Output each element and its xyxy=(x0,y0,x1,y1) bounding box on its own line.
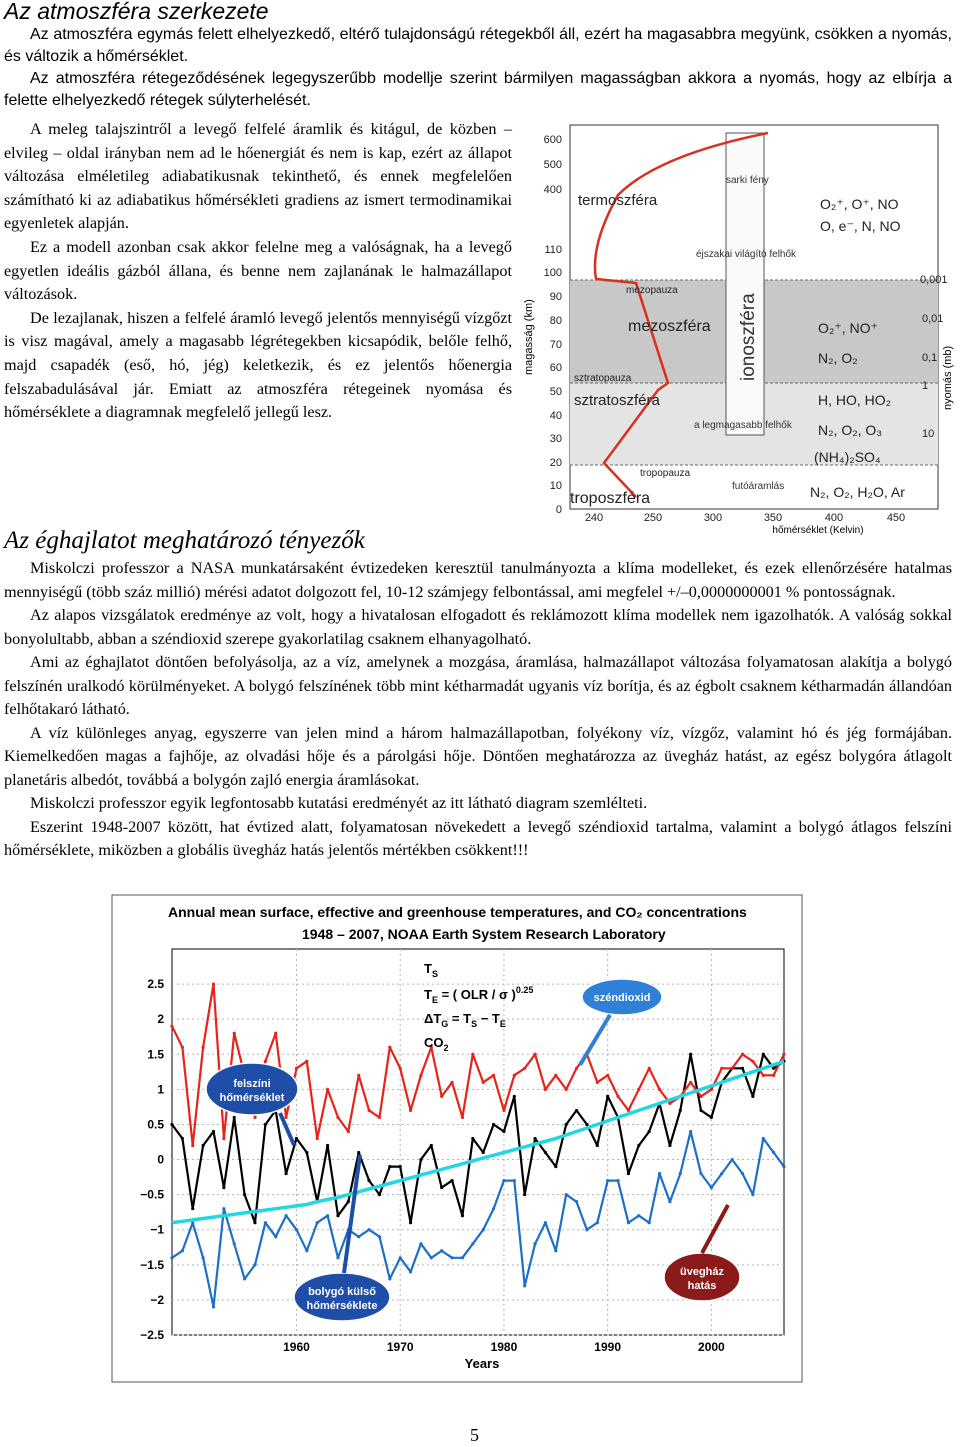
data-point xyxy=(378,1193,381,1196)
tick-label: 1 xyxy=(922,380,929,392)
data-point xyxy=(533,1242,536,1245)
data-point xyxy=(648,1221,651,1224)
data-point xyxy=(668,1102,671,1105)
tick-label: 400 xyxy=(543,184,562,196)
data-point xyxy=(544,1221,547,1224)
highest-clouds-label: a legmagasabb felhők xyxy=(694,420,792,431)
data-point xyxy=(243,1193,246,1196)
data-point xyxy=(513,1179,516,1182)
y-tick-label: 1.5 xyxy=(147,1047,164,1062)
data-point xyxy=(336,1116,339,1119)
data-point xyxy=(544,1151,547,1154)
tropopause-label: tropopauza xyxy=(640,468,691,479)
data-point xyxy=(191,1144,194,1147)
data-point xyxy=(253,1263,256,1266)
chem-label: N₂, O₂, O₃ xyxy=(818,422,883,438)
data-point xyxy=(399,1067,402,1070)
data-point xyxy=(482,1228,485,1231)
noctilucent-label: éjszakai világító felhők xyxy=(696,249,797,260)
mesosphere-label: mezoszféra xyxy=(628,318,711,335)
data-point xyxy=(388,1165,391,1168)
data-point xyxy=(378,1235,381,1238)
data-point xyxy=(367,1109,370,1112)
ionosphere-label: ionoszféra xyxy=(738,293,759,381)
data-point xyxy=(399,1165,402,1168)
tick-label: 100 xyxy=(543,267,562,279)
data-point xyxy=(450,1179,453,1182)
legend-entry-2: $\Delta T_G = T_S - T_E$ xyxy=(424,1011,506,1029)
y-tick-label: −0.5 xyxy=(140,1187,164,1202)
tick-label: 500 xyxy=(543,159,562,171)
data-point xyxy=(191,1207,194,1210)
plot-area xyxy=(140,949,785,1354)
data-point xyxy=(554,1165,557,1168)
y-tick-label: −2.5 xyxy=(140,1328,164,1342)
data-point xyxy=(637,1144,640,1147)
tick-label: 450 xyxy=(886,512,906,524)
tick-label: 10 xyxy=(922,428,935,440)
surface-callout-text: hőmérséklet xyxy=(219,1092,285,1104)
data-point xyxy=(347,1130,350,1133)
data-point xyxy=(616,1095,619,1098)
data-point xyxy=(285,1116,288,1119)
data-point xyxy=(741,1172,744,1175)
data-point xyxy=(170,1123,173,1126)
data-point xyxy=(637,1214,640,1217)
data-point xyxy=(565,1123,568,1126)
y-tick-label: 1 xyxy=(157,1082,164,1097)
paragraph: A meleg talajszintről a levegő felfelé áramlik és kitágul, de közben – elvileg – oldal irányban nem ad le hőenergiát és nem is kap, ezért az állapot változása elméletileg adiabatikusnak tekinthető, és ennek megfelelően számítható ki az adiabatikus hőmérsékleti gradiens az ismert termodinamikai egyenletek alapján. xyxy=(4,120,512,233)
data-point xyxy=(222,1186,225,1189)
data-point xyxy=(285,1214,288,1217)
data-point xyxy=(181,1137,184,1140)
data-point xyxy=(326,1088,329,1091)
tick-label: 350 xyxy=(763,512,783,524)
data-point xyxy=(305,1249,308,1252)
x-tick-label: 1970 xyxy=(386,1340,414,1354)
legend-entry-3: $CO_2$ xyxy=(424,1035,449,1053)
data-point xyxy=(627,1221,630,1224)
data-point xyxy=(596,1144,599,1147)
left-column-text xyxy=(4,118,512,425)
data-point xyxy=(316,1221,319,1224)
data-point xyxy=(585,1123,588,1126)
y-tick-label: −1.5 xyxy=(140,1257,164,1272)
chart-subtitle: 1948 – 2007, NOAA Earth System Research Laboratory xyxy=(302,926,666,942)
data-point xyxy=(565,1193,568,1196)
surface-callout-text: felszíni xyxy=(233,1078,271,1090)
data-point xyxy=(482,1081,485,1084)
data-point xyxy=(233,1242,236,1245)
data-point xyxy=(170,1256,173,1259)
data-point xyxy=(782,1053,785,1056)
data-point xyxy=(357,1235,360,1238)
chem-label: O₂⁺, NO⁺ xyxy=(818,320,878,336)
tick-label: 50 xyxy=(549,386,562,398)
data-point xyxy=(492,1123,495,1126)
data-point xyxy=(699,1095,702,1098)
y-tick-label: 2.5 xyxy=(147,977,164,992)
data-point xyxy=(513,1095,516,1098)
data-point xyxy=(502,1109,505,1112)
tick-label: 60 xyxy=(549,362,562,374)
data-point xyxy=(616,1179,619,1182)
data-point xyxy=(668,1144,671,1147)
data-point xyxy=(533,1137,536,1140)
data-point xyxy=(585,1228,588,1231)
data-point xyxy=(295,1228,298,1231)
data-point xyxy=(575,1109,578,1112)
data-point xyxy=(181,1046,184,1049)
y-tick-label: 0 xyxy=(157,1152,164,1167)
data-point xyxy=(274,1235,277,1238)
data-point xyxy=(741,1067,744,1070)
data-point xyxy=(409,1109,412,1112)
data-point xyxy=(419,1074,422,1077)
data-point xyxy=(450,1256,453,1259)
data-point xyxy=(689,1081,692,1084)
data-point xyxy=(710,1088,713,1091)
data-point xyxy=(596,1081,599,1084)
data-point xyxy=(731,1067,734,1070)
data-point xyxy=(253,1116,256,1119)
data-point xyxy=(212,982,215,985)
data-point xyxy=(627,1109,630,1112)
data-point xyxy=(264,1123,267,1126)
x-axis-label: Years xyxy=(464,1356,500,1371)
data-point xyxy=(336,1214,339,1217)
data-point xyxy=(554,1074,557,1077)
greenhouse-callout-text: üvegház xyxy=(679,1266,725,1278)
atmosphere-structure-diagram xyxy=(518,125,954,536)
section-title-climate: Az éghajlatot meghatározó tényezők xyxy=(4,527,365,554)
data-point xyxy=(461,1256,464,1259)
data-point xyxy=(326,1214,329,1217)
page-number: 5 xyxy=(470,1425,479,1445)
data-point xyxy=(471,1053,474,1056)
paragraph: Az atmoszféra egymás felett elhelyezkedő, eltérő tulajdonságú rétegekből áll, ezért ha magasabbra megyünk, csökken a nyomás, és változik a hőmérséklet. xyxy=(4,26,952,65)
data-point xyxy=(648,1067,651,1070)
data-point xyxy=(606,1074,609,1077)
data-point xyxy=(212,1130,215,1133)
tick-label: 30 xyxy=(549,433,562,445)
tick-label: 10 xyxy=(549,480,562,492)
data-point xyxy=(492,1074,495,1077)
tick-label: 110 xyxy=(544,244,562,256)
tick-label: 300 xyxy=(703,512,723,524)
data-point xyxy=(274,1032,277,1035)
data-point xyxy=(606,1179,609,1182)
data-point xyxy=(471,1242,474,1245)
data-point xyxy=(762,1137,765,1140)
data-point xyxy=(658,1088,661,1091)
data-point xyxy=(751,1095,754,1098)
y-tick-label: 0.5 xyxy=(147,1117,164,1132)
data-point xyxy=(316,1137,319,1140)
data-point xyxy=(233,1116,236,1119)
data-point xyxy=(264,1221,267,1224)
data-point xyxy=(513,1074,516,1077)
data-point xyxy=(243,1277,246,1280)
legend-entry-1: $T_E$ = ( OLR / σ )$^{0.25}$ xyxy=(424,985,534,1005)
chem-label: H, HO, HO₂ xyxy=(818,392,892,408)
data-point xyxy=(710,1186,713,1189)
data-point xyxy=(388,1277,391,1280)
data-point xyxy=(202,1046,205,1049)
tick-label: 20 xyxy=(549,457,562,469)
altitude-axis-label: magasság (km) xyxy=(523,299,535,375)
legend-entry-0: $T_S$ xyxy=(424,961,438,979)
y-tick-label: 2 xyxy=(157,1012,164,1027)
tick-label: 240 xyxy=(584,512,604,524)
data-point xyxy=(409,1270,412,1273)
tick-label: 70 xyxy=(549,339,562,351)
chem-label: N₂, O₂ xyxy=(818,350,858,366)
data-point xyxy=(627,1172,630,1175)
paragraph: Ami az éghajlatot döntően befolyásolja, az a víz, amelynek a mozgása, áramlása, halmazállapot változása folyamatosan alakítja a bolygó felszínén uralkodó körülményeket. A bolygó felszínének több mint kétharmadát ugyanis víz borítja, és az égbolt csaknem kétharmadán állandóan felhőtakaró látható. xyxy=(4,653,952,718)
data-point xyxy=(699,1172,702,1175)
data-point xyxy=(544,1088,547,1091)
data-point xyxy=(689,1053,692,1056)
tick-label: 400 xyxy=(824,512,844,524)
data-point xyxy=(264,1060,267,1063)
data-point xyxy=(357,1074,360,1077)
jet-stream-label: futóáramlás xyxy=(732,481,785,492)
data-point xyxy=(222,1137,225,1140)
data-point xyxy=(637,1088,640,1091)
paragraph: De lezajlanak, hiszen a felfelé áramló levegő jelentős mennyiségű vízgőzt is visz magával, amely a magasabb légrétegekben kicsapódik, belőle felhő, majd csapadék (eső, hó, jég) keletkezik, és ez jelentős hőenergia felszabadulásával jár. Emiatt az atmoszféra rétegeinek nyomása és hőmérséklete a diagramnak megfelelő jellegű lesz. xyxy=(4,308,512,422)
stratosphere-label: sztratoszféra xyxy=(574,392,660,409)
data-point xyxy=(295,1137,298,1140)
paragraph: Miskolczi professzor a NASA munkatársaként évtizedeken keresztül tanulmányozta a klíma modelleket, és ezek ellenőrzésére hatalmas mennyiségű (több száz millió) mérési adatot dolgozott fel, 10-12 számjegy felbontással, ami megfelel +/–0,0000000001 % pontosságnak. xyxy=(4,559,952,601)
data-point xyxy=(492,1207,495,1210)
data-point xyxy=(378,1116,381,1119)
data-point xyxy=(430,1144,433,1147)
data-point xyxy=(295,1067,298,1070)
stratopause-label: sztratopauza xyxy=(574,373,632,384)
data-point xyxy=(762,1074,765,1077)
data-point xyxy=(461,1116,464,1119)
co2-callout-text: széndioxid xyxy=(593,992,651,1004)
data-point xyxy=(202,1144,205,1147)
data-point xyxy=(596,1221,599,1224)
data-point xyxy=(648,1130,651,1133)
external-callout-text: hőmérséklete xyxy=(306,1300,378,1312)
data-point xyxy=(336,1256,339,1259)
data-point xyxy=(430,1256,433,1259)
data-point xyxy=(533,1053,536,1056)
data-point xyxy=(347,1200,350,1203)
climate-chart xyxy=(112,895,802,1382)
thermosphere-label: termoszféra xyxy=(578,192,658,209)
data-point xyxy=(419,1158,422,1161)
data-point xyxy=(762,1053,765,1056)
y-tick-label: −2 xyxy=(150,1292,164,1307)
data-point xyxy=(772,1074,775,1077)
data-point xyxy=(450,1081,453,1084)
data-point xyxy=(305,1060,308,1063)
intro-paragraphs xyxy=(4,24,952,112)
data-point xyxy=(388,1046,391,1049)
data-point xyxy=(419,1242,422,1245)
data-point xyxy=(731,1158,734,1161)
paragraph: Az alapos vizsgálatok eredménye az volt, hogy a hivatalosan elfogadott és reklámozott klíma modellek nem igazolhatók. A valóság sokkal bonyolultabb, abban a széndioxid szerepe gyakorlatilag csaknem elhanyagolható. xyxy=(4,606,952,648)
data-point xyxy=(253,1221,256,1224)
temperature-axis-label: hőmérséklet (Kelvin) xyxy=(772,525,864,536)
data-point xyxy=(357,1151,360,1154)
tick-label: 90 xyxy=(549,291,562,303)
x-tick-label: 1980 xyxy=(490,1340,518,1354)
chem-label: O₂⁺, O⁺, NO xyxy=(820,196,899,212)
data-point xyxy=(212,1305,215,1308)
data-point xyxy=(772,1067,775,1070)
data-point xyxy=(772,1151,775,1154)
paragraph: Az atmoszféra rétegeződésének legegyszerűbb modellje szerint bármilyen magasságban akkora a nyomás, hogy az elbírja a felette elhelyezkedő rétegek súlyterhelését. xyxy=(4,70,952,109)
data-point xyxy=(751,1193,754,1196)
data-point xyxy=(565,1088,568,1091)
data-point xyxy=(658,1172,661,1175)
altitude-ticks xyxy=(544,134,562,516)
data-point xyxy=(606,1095,609,1098)
data-point xyxy=(782,1165,785,1168)
x-tick-label: 2000 xyxy=(698,1340,725,1354)
section-title-atmosphere: Az atmoszféra szerkezete xyxy=(4,0,269,24)
data-point xyxy=(523,1193,526,1196)
paragraph: Ez a modell azonban csak akkor felelne meg a valóságnak, ha a levegő egyetlen ideális gázból állana, és benne nem zajlanának le halmazállapot változások. xyxy=(4,237,512,304)
external-callout-text: bolygó külső xyxy=(308,1286,376,1298)
data-point xyxy=(720,1067,723,1070)
greenhouse-callout-text: hatás xyxy=(687,1280,717,1292)
data-point xyxy=(399,1256,402,1259)
x-tick-label: 1960 xyxy=(283,1340,310,1354)
data-point xyxy=(471,1137,474,1140)
data-point xyxy=(367,1228,370,1231)
chem-label: O, e⁻, N, NO xyxy=(820,218,901,234)
data-point xyxy=(575,1067,578,1070)
tick-label: 0,001 xyxy=(920,274,948,286)
y-tick-label: −1 xyxy=(150,1222,164,1237)
tick-label: 600 xyxy=(543,134,562,146)
data-point xyxy=(523,1284,526,1287)
chem-label: N₂, O₂, H₂O, Ar xyxy=(810,484,905,500)
tick-label: 0 xyxy=(555,504,562,516)
data-point xyxy=(461,1214,464,1217)
data-point xyxy=(305,1151,308,1154)
tick-label: 40 xyxy=(549,410,562,422)
data-point xyxy=(440,1095,443,1098)
data-point xyxy=(440,1249,443,1252)
data-point xyxy=(181,1249,184,1252)
data-point xyxy=(170,1025,173,1028)
data-point xyxy=(326,1144,329,1147)
data-point xyxy=(575,1200,578,1203)
chem-label: (NH₄)₂SO₄ xyxy=(814,449,881,465)
mesopause-label: mezopauza xyxy=(626,285,678,296)
data-point xyxy=(751,1060,754,1063)
paragraph: Miskolczi professzor egyik legfontosabb kutatási eredményét az itt látható diagram szemlélteti. xyxy=(30,794,648,812)
data-point xyxy=(668,1200,671,1203)
data-point xyxy=(679,1109,682,1112)
data-point xyxy=(720,1172,723,1175)
data-point xyxy=(482,1151,485,1154)
paragraph: A víz különleges anyag, egyszerre van jelen mind a három halmazállapotban, folyékony víz, vízgőz, valamint hó és jég formájában. Kiemelkedően magas a fajhője, az olvadási hője és a párolgási hője. Döntően meghatározza az üvegház hatást, az egész bolygóra átlagolt planetáris albedót, továbbá a bolygón zajló energia áramlásokat. xyxy=(4,723,952,789)
tick-label: 250 xyxy=(643,512,663,524)
data-point xyxy=(741,1053,744,1056)
data-point xyxy=(440,1186,443,1189)
data-point xyxy=(689,1130,692,1133)
data-point xyxy=(202,1256,205,1259)
data-point xyxy=(679,1172,682,1175)
data-point xyxy=(222,1207,225,1210)
data-point xyxy=(554,1249,557,1252)
data-point xyxy=(502,1130,505,1133)
aurora-label: sarki fény xyxy=(726,175,769,186)
data-point xyxy=(523,1067,526,1070)
climate-section-text xyxy=(4,557,952,863)
troposphere-label: troposzféra xyxy=(570,490,651,507)
data-point xyxy=(233,1032,236,1035)
data-point xyxy=(285,1172,288,1175)
paragraph: Eszerint 1948-2007 között, hat évtized alatt, folyamatosan növekedett a levegő széndioxid tartalma, valamint a bolygó átlagos felszíni hőmérséklete, miközben a globális üvegház hatás jelentős mértékben csökkent!!! xyxy=(4,817,952,859)
data-point xyxy=(409,1221,412,1224)
tick-label: 0,1 xyxy=(922,352,938,364)
x-tick-label: 1990 xyxy=(594,1340,622,1354)
data-point xyxy=(710,1116,713,1119)
data-point xyxy=(502,1179,505,1182)
temperature-ticks xyxy=(585,512,905,524)
data-point xyxy=(367,1179,370,1182)
data-point xyxy=(699,1109,702,1112)
pressure-axis-label: nyomás (mb) xyxy=(942,345,954,410)
tick-label: 0,01 xyxy=(922,313,944,325)
tick-label: 80 xyxy=(549,315,562,327)
chart-title: Annual mean surface, effective and greenhouse temperatures, and CO₂ concentrations xyxy=(168,904,747,920)
